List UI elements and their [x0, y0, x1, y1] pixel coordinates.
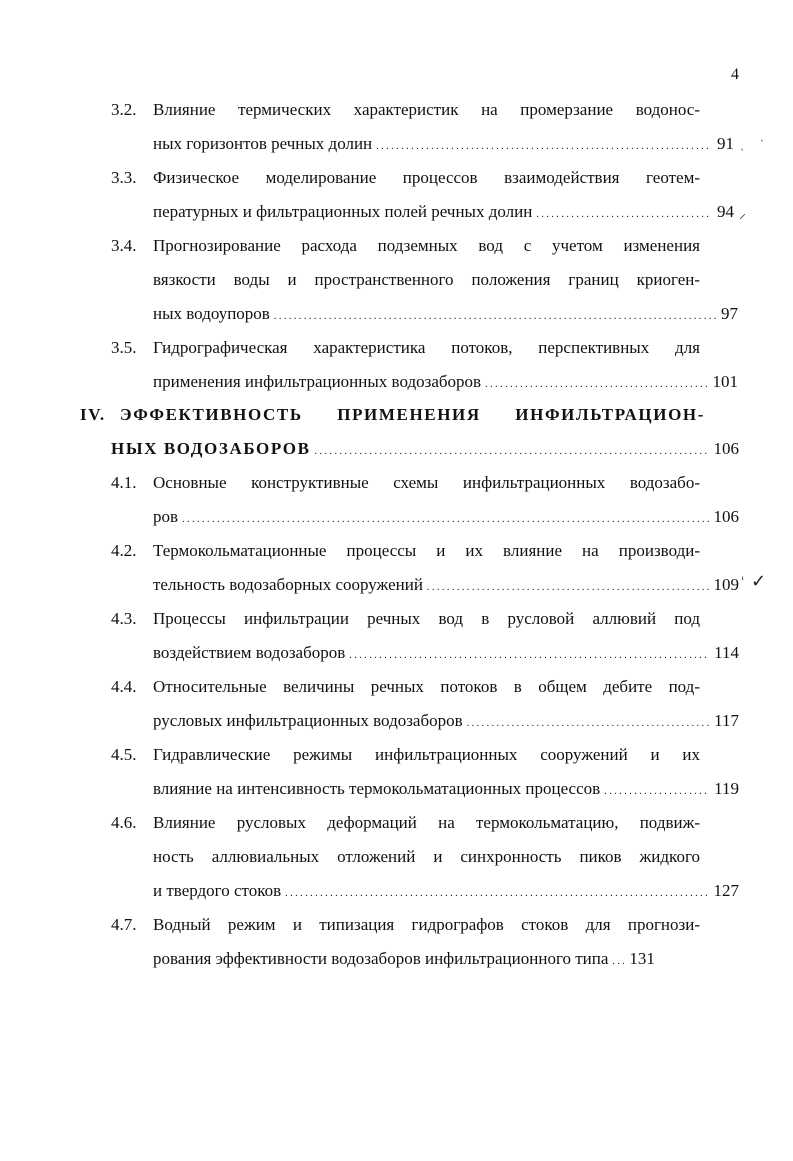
toc-title-line: Гидрографическая характеристика потоков, перспективных для [153, 338, 700, 357]
toc-title-line: Прогнозирование расхода подземных вод с учетом изменения [153, 236, 700, 255]
toc-number: 4.3. [111, 609, 137, 628]
toc-number: 3.3. [111, 168, 137, 187]
toc-page-number: 131 [629, 949, 655, 968]
checkmark-icon: ✓ [751, 571, 767, 592]
toc-title-line: применения инфильтрационных водозаборов [153, 372, 482, 391]
toc-title-line: Относительные величины речных потоков в общем дебите под- [153, 677, 700, 696]
toc-entry-4-6 [111, 811, 700, 835]
toc-title-line: воздействием водозаборов [153, 643, 346, 662]
toc-title-line: ность аллювиальных отложений и синхронность пиков жидкого [153, 847, 700, 866]
toc-page-number: 106 [713, 439, 739, 458]
toc-chapter-iv [80, 403, 705, 427]
toc-entry-3-3 [111, 166, 700, 190]
toc-title-line: ЭФФЕКТИВНОСТЬ ПРИМЕНЕНИЯ ИНФИЛЬТРАЦИОН- [120, 405, 705, 424]
pencil-tick-mark: ⸝ [739, 206, 746, 222]
toc-number: 4.7. [111, 915, 137, 934]
toc-page-number: 91 [717, 134, 734, 153]
toc-entry-4-4 [111, 675, 700, 699]
toc-title-line: тельность водозаборных сооружений [153, 575, 423, 594]
toc-title-line: Процессы инфильтрации речных вод в русловой аллювий под [153, 609, 700, 628]
toc-page-number: 109 [713, 575, 739, 594]
toc-title-line: рования эффективности водозаборов инфильтрационного типа [153, 949, 609, 968]
toc-number: 4.6. [111, 813, 137, 832]
toc-number: 3.5. [111, 338, 137, 357]
toc-entry-4-5 [111, 743, 700, 767]
toc-title-line: Гидравлические режимы инфильтрационных сооружений и их [153, 745, 700, 764]
toc-page-number: 106 [713, 507, 739, 526]
toc-title-line: Термокольматационные процессы и их влияние на производи- [153, 541, 700, 560]
toc-title-line: русловых инфильтрационных водозаборов [153, 711, 463, 730]
toc-entry-3-5 [111, 336, 700, 360]
toc-title-line: Влияние русловых деформаций на термокольматацию, подвиж- [153, 813, 700, 832]
toc-title-line: Влияние термических характеристик на промерзание водонос- [153, 100, 700, 119]
toc-title-line: пературных и фильтрационных полей речных долин [153, 202, 533, 221]
toc-page-number: 119 [714, 779, 739, 798]
toc-title-line: Основные конструктивные схемы инфильтрационных водозабо- [153, 473, 700, 492]
toc-page-number: 97 [721, 304, 738, 323]
toc-entry-4-3 [111, 607, 700, 631]
toc-number: 4.5. [111, 745, 137, 764]
page-number: 4 [731, 66, 739, 83]
toc-number: 3.2. [111, 100, 137, 119]
toc-title-line: влияние на интенсивность термокольматационных процессов [153, 779, 601, 798]
pencil-tick-mark: ˎ [740, 140, 745, 151]
toc-number: IV. [80, 405, 106, 424]
toc-entry-4-7 [111, 913, 700, 937]
toc-number: 4.2. [111, 541, 137, 560]
toc-entry-4-1 [111, 471, 700, 495]
toc-title-line: Водный режим и типизация гидрографов стоков для прогнози- [153, 915, 700, 934]
toc-number: 4.4. [111, 677, 137, 696]
toc-title-line: Физическое моделирование процессов взаимодействия геотем- [153, 168, 700, 187]
toc-title-line: ров [153, 507, 179, 526]
toc-page-number: 94 [717, 202, 734, 221]
toc-entry-3-2 [111, 98, 700, 122]
toc-number: 3.4. [111, 236, 137, 255]
toc-page-number: 127 [713, 881, 739, 900]
toc-page-number: 101 [712, 372, 738, 391]
pencil-tick-mark: ˈ [741, 575, 745, 589]
toc-title-line: ных горизонтов речных долин [153, 134, 373, 153]
pencil-tick-mark: ˎ [760, 131, 765, 142]
toc-entry-3-4 [111, 234, 700, 258]
toc-number: 4.1. [111, 473, 137, 492]
toc-entry-4-2 [111, 539, 700, 563]
toc-title-line: ных водоупоров [153, 304, 270, 323]
toc-title-line: НЫХ ВОДОЗАБОРОВ [111, 439, 311, 458]
toc-page-number: 117 [714, 711, 739, 730]
toc-title-line: вязкости воды и пространственного положения границ криоген- [153, 270, 700, 289]
toc-title-line: и твердого стоков [153, 881, 282, 900]
toc-page-number: 114 [714, 643, 739, 662]
